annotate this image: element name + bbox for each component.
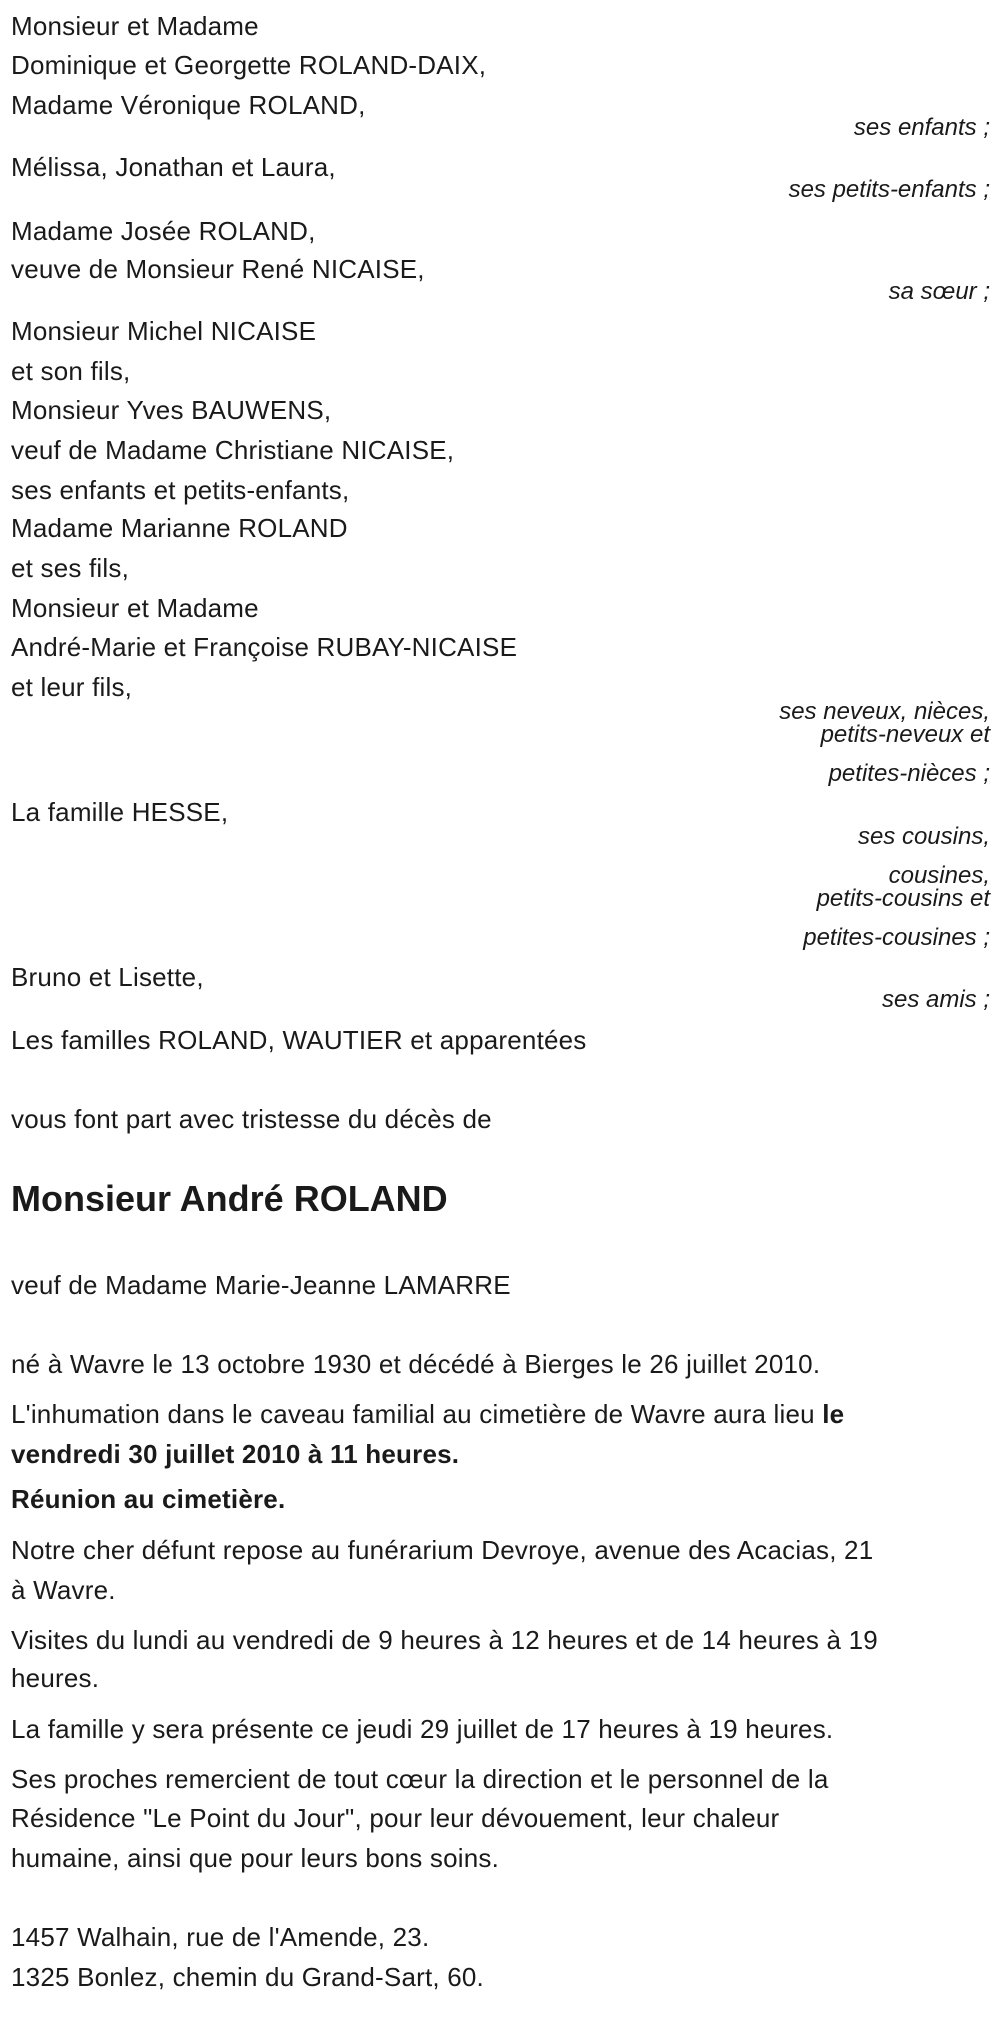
relation-label: ses neveux, nièces,: [779, 698, 990, 725]
relation-label: petits-cousins et: [816, 885, 990, 912]
relation-label: petites-cousines ;: [803, 924, 990, 951]
family-line: Bruno et Lisette,: [11, 962, 204, 992]
relation-label: cousines,: [888, 862, 990, 889]
family-line: André-Marie et Françoise RUBAY-NICAISE: [11, 632, 518, 662]
family-line: et ses fils,: [11, 553, 129, 583]
family-line: Monsieur Yves BAUWENS,: [11, 395, 332, 425]
relation-label: petites-nièces ;: [828, 760, 990, 787]
relation-label: petits-neveux et: [820, 721, 990, 748]
relation-label: ses petits-enfants ;: [788, 176, 990, 203]
thanks-line: Ses proches remercient de tout cœur la direction et le personnel de la: [11, 1764, 829, 1794]
family-line: ses enfants et petits-enfants,: [11, 475, 350, 505]
family-line: veuf de Madame Christiane NICAISE,: [11, 435, 455, 465]
address-line: 1325 Bonlez, chemin du Grand-Sart, 60.: [11, 1962, 484, 1992]
thanks-line: Résidence "Le Point du Jour", pour leur dévouement, leur chaleur: [11, 1803, 780, 1833]
relation-label: sa sœur ;: [888, 278, 990, 305]
family-line: et son fils,: [11, 356, 131, 386]
family-line: Monsieur Michel NICAISE: [11, 316, 317, 346]
announcement: vous font part avec tristesse du décès de: [11, 1104, 492, 1134]
family-present: La famille y sera présente ce jeudi 29 juillet de 17 heures à 19 heures.: [11, 1714, 834, 1744]
family-line: La famille HESSE,: [11, 797, 229, 827]
visits-line: heures.: [11, 1663, 100, 1693]
family-line: Madame Véronique ROLAND,: [11, 90, 366, 120]
family-line: Dominique et Georgette ROLAND-DAIX,: [11, 50, 487, 80]
relation-label: ses amis ;: [881, 986, 990, 1013]
deceased-name: Monsieur André ROLAND: [11, 1178, 448, 1219]
family-line: Madame Josée ROLAND,: [11, 216, 316, 246]
family-line: Monsieur et Madame: [11, 593, 259, 623]
burial-date: vendredi 30 juillet 2010 à 11 heures.: [11, 1439, 460, 1469]
burial-text: L'inhumation dans le caveau familial au cimetière de Wavre aura lieu: [11, 1399, 823, 1429]
family-line: Les familles ROLAND, WAUTIER et apparentées: [11, 1025, 587, 1055]
birth-death: né à Wavre le 13 octobre 1930 et décédé à Bierges le 26 juillet 2010.: [11, 1349, 821, 1379]
visits-line: Visites du lundi au vendredi de 9 heures à 12 heures et de 14 heures à 19: [11, 1625, 878, 1655]
thanks-line: humaine, ainsi que pour leurs bons soins.: [11, 1843, 500, 1873]
family-line: Madame Marianne ROLAND: [11, 513, 348, 543]
relation-label: ses enfants ;: [853, 114, 990, 141]
meeting: Réunion au cimetière.: [11, 1484, 286, 1514]
burial-line: [11, 1439, 459, 1469]
funeral-home-line: à Wavre.: [11, 1575, 116, 1605]
widower-of: veuf de Madame Marie-Jeanne LAMARRE: [11, 1270, 511, 1300]
burial-bold: le: [822, 1399, 845, 1429]
address-line: 1457 Walhain, rue de l'Amende, 23.: [11, 1922, 430, 1952]
funeral-home-line: Notre cher défunt repose au funérarium Devroye, avenue des Acacias, 21: [11, 1535, 874, 1565]
burial-line: [11, 1399, 844, 1429]
family-line: veuve de Monsieur René NICAISE,: [11, 254, 425, 284]
family-line: Mélissa, Jonathan et Laura,: [11, 152, 336, 182]
family-line: Monsieur et Madame: [11, 11, 259, 41]
family-line: et leur fils,: [11, 672, 133, 702]
relation-label: ses cousins,: [857, 823, 990, 850]
